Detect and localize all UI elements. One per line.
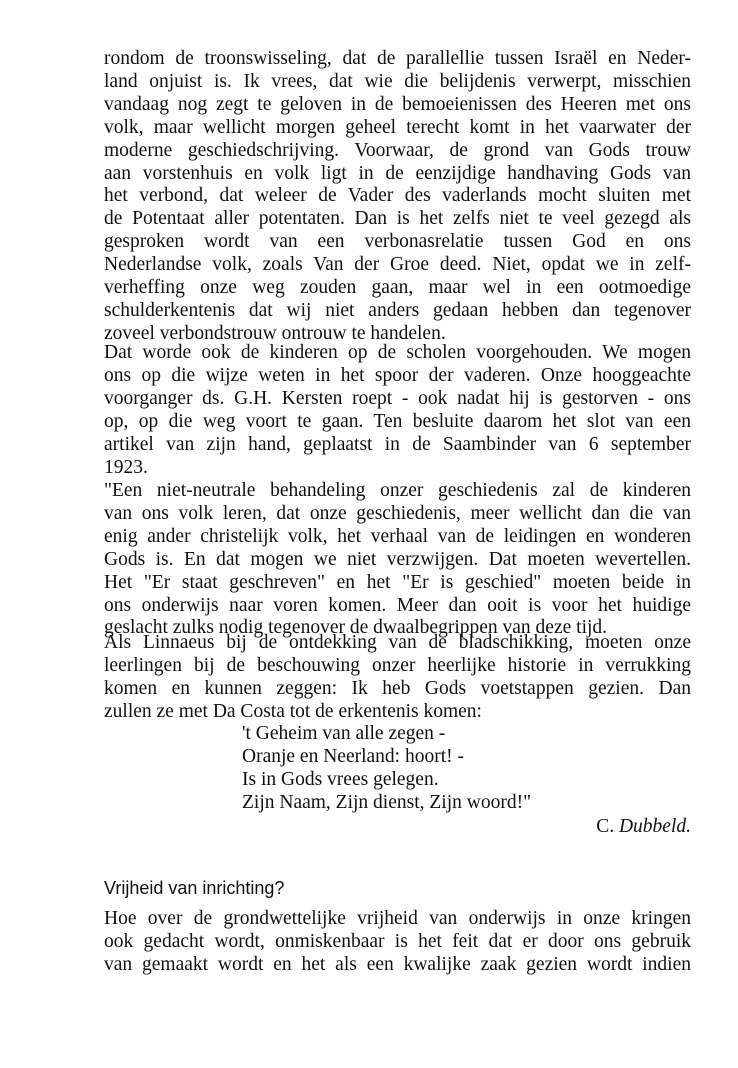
text-line: geslacht zulks nodig tegenover de dwaalbegrippen van deze tijd.	[104, 617, 608, 638]
text-line: moderne geschiedschrijving. Voorwaar, de grond van Gods trouw	[104, 140, 691, 161]
text-line: schulderkentenis dat wij niet anders gedaan hebben dan tegenover	[104, 300, 691, 321]
text-line: voorganger ds. G.H. Kersten roept - ook nadat hij is gestorven - ons	[104, 388, 691, 409]
text-line: ons op die wijze weten in het spoor der vaderen. Onze hooggeachte	[104, 365, 691, 386]
text-line: gesproken wordt van een verbonasrelatie tussen God en ons	[104, 231, 691, 252]
poem-line: Oranje en Neerland: hoort! -	[242, 746, 464, 767]
text-line: vandaag nog zegt te geloven in de bemoeienissen des Heeren met ons	[104, 94, 691, 115]
text-line: volk, maar wellicht morgen geheel terecht komt in het vaarwater der	[104, 117, 691, 138]
text-line: zullen ze met Da Costa tot de erkentenis komen:	[104, 701, 482, 722]
text-line: Nederlandse volk, zoals Van der Groe deed. Niet, opdat we in zelf-	[104, 254, 691, 275]
text-line: verheffing onze weg zouden gaan, maar wel in een ootmoedige	[104, 277, 691, 298]
text-line: ons onderwijs naar voren komen. Meer dan ooit is voor het huidige	[104, 595, 691, 616]
text-line: land onjuist is. Ik vrees, dat wie die belijdenis verwerpt, misschien	[104, 71, 691, 92]
text-line: leerlingen bij de beschouwing onzer heerlijke historie in verrukking	[104, 655, 691, 676]
text-line: Dat worde ook de kinderen op de scholen voorgehouden. We mogen	[104, 342, 691, 363]
text-line: Als Linnaeus bij de ontdekking van de bladschikking, moeten onze	[104, 632, 691, 653]
text-line: Hoe over de grondwettelijke vrijheid van onderwijs in onze kringen	[104, 908, 691, 929]
text-line: rondom de troonswisseling, dat de parallellie tussen Israël en Neder-	[104, 48, 691, 69]
section-heading: Vrijheid van inrichting?	[104, 878, 285, 898]
signature-surname: Dubbeld.	[618, 816, 691, 837]
text-line: "Een niet-neutrale behandeling onzer geschiedenis zal de kinderen	[104, 480, 691, 501]
poem-line: 't Geheim van alle zegen -	[242, 723, 446, 744]
text-line: komen en kunnen zeggen: Ik heb Gods voetstappen gezien. Dan	[104, 678, 691, 699]
poem-line: Zijn Naam, Zijn dienst, Zijn woord!"	[242, 792, 532, 813]
text-line: zoveel verbondstrouw ontrouw te handelen.	[104, 323, 446, 344]
text-line: het verbond, dat weleer de Vader des vaderlands mocht sluiten met	[104, 185, 691, 206]
signature-initial: C.	[596, 816, 615, 837]
text-line: artikel van zijn hand, geplaatst in de Saambinder van 6 september	[104, 434, 691, 455]
author-signature	[596, 816, 691, 838]
text-line: van ons volk leren, dat onze geschiedenis, meer wellicht dan die van	[104, 503, 691, 524]
text-line: de Potentaat aller potentaten. Dan is het zelfs niet te veel gezegd als	[104, 208, 691, 229]
text-line: aan vorstenhuis en volk ligt in de eenzijdige handhaving Gods van	[104, 163, 691, 184]
text-line: Gods is. En dat mogen we niet verzwijgen. Dat moeten wevertellen.	[104, 549, 691, 570]
text-line: Het "Er staat geschreven" en het "Er is geschied" moeten beide in	[104, 572, 691, 593]
poem-line: Is in Gods vrees gelegen.	[242, 769, 439, 790]
text-line: van gemaakt wordt en het als een kwalijke zaak gezien wordt indien	[104, 954, 691, 975]
text-line: ook gedacht wordt, onmiskenbaar is het feit dat er door ons gebruik	[104, 931, 691, 952]
text-line: 1923.	[104, 457, 148, 478]
text-line: op, op die weg voort te gaan. Ten besluite daarom het slot van een	[104, 411, 691, 432]
text-line: enig ander christelijk volk, het verhaal van de leidingen en wonderen	[104, 526, 691, 547]
